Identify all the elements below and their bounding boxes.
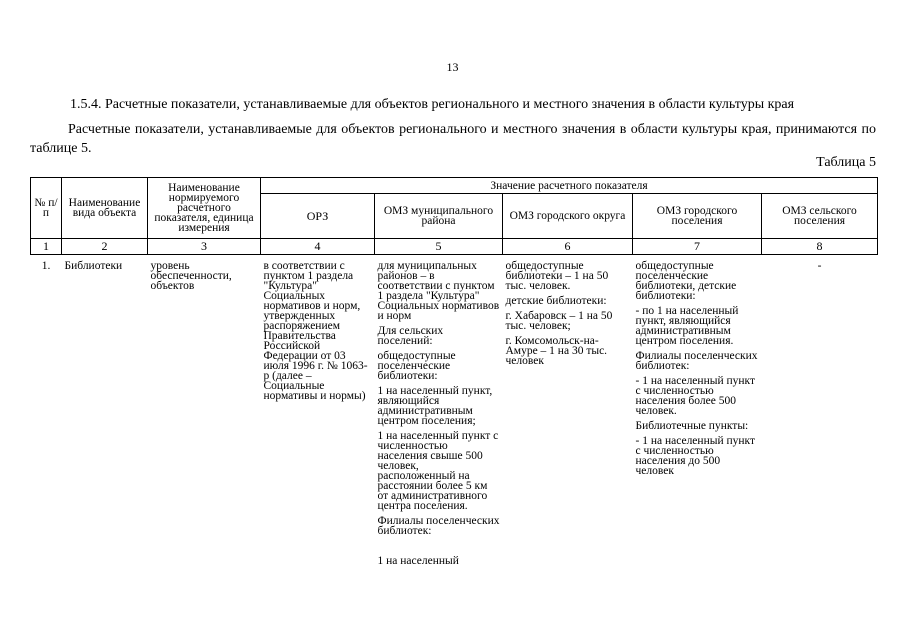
cell-paragraph: - по 1 на населенный пункт, являющийся административным центром поселения. bbox=[635, 305, 739, 347]
cell-paragraph: г. Комсомольск-на-Амуре – 1 на 30 тыс. человек bbox=[505, 335, 608, 367]
row-omz-municipal bbox=[375, 255, 503, 572]
cell-paragraph: Филиалы поселенческих библиотек: bbox=[377, 515, 500, 537]
header-omz-municipal: ОМЗ муниципального района bbox=[375, 194, 503, 239]
header-value-group: Значение расчетного показателя bbox=[261, 178, 878, 194]
cell-paragraph: 1 на населенный пункт, являющийся административным центром поселения; bbox=[377, 385, 493, 427]
cell-paragraph bbox=[378, 541, 500, 551]
table-caption: Таблица 5 bbox=[816, 155, 876, 170]
intro-paragraph: Расчетные показатели, устанавливаемые для объектов регионального и местного значения в области культуры края, принимаются по таблице 5. bbox=[30, 122, 876, 156]
cell-paragraph: 1 на населенный bbox=[377, 555, 459, 567]
cell-paragraph: Для сельских поселений: bbox=[377, 325, 444, 347]
cell-paragraph: общедоступные поселенческие библиотеки, детские библиотеки: bbox=[635, 260, 737, 302]
table-row bbox=[31, 255, 878, 572]
header-indicator: Наименование нормируемого расчетного показателя, единица измерения bbox=[148, 178, 261, 239]
cell-paragraph: детские библиотеки: bbox=[505, 295, 607, 307]
header-omz-rural-settlement: ОМЗ сельского поселения bbox=[762, 194, 878, 239]
cell-paragraph: для муниципальных районов – в соответствии с пунктом 1 раздела "Культура" Социальных нормативов и норм bbox=[377, 260, 500, 322]
row-orz: в соответствии с пунктом 1 раздела "Культура" Социальных нормативов и норм, утвержденных распоряжением Правительства Российской Федерации от 03 июля 1996 г. № 1063-р (далее – Социальные нормативы и нормы) bbox=[263, 260, 368, 402]
row-indicator: уровень обеспеченности, объектов bbox=[150, 260, 232, 292]
cell-paragraph: 1 на населенный пункт с численностью населения свыше 500 человек, расположенный на расстоянии более 5 км от административного центра поселения. bbox=[377, 430, 499, 512]
row-object-name: Библиотеки bbox=[64, 260, 123, 272]
cell-paragraph: - 1 на населенный пункт с численностью населения более 500 человек. bbox=[635, 375, 755, 417]
header-num: № п/п bbox=[31, 178, 62, 239]
row-number: 1. bbox=[41, 260, 51, 272]
standards-table bbox=[30, 177, 878, 571]
column-number: 6 bbox=[503, 239, 633, 255]
column-number: 3 bbox=[148, 239, 261, 255]
column-number: 1 bbox=[31, 239, 62, 255]
cell-paragraph: общедоступные библиотеки – 1 на 50 тыс. человек. bbox=[505, 260, 609, 292]
header-orz: ОРЗ bbox=[261, 194, 375, 239]
row-omz-rural-settlement: - bbox=[817, 260, 822, 272]
column-number-row bbox=[31, 239, 878, 255]
column-number: 5 bbox=[375, 239, 503, 255]
page-number: 13 bbox=[446, 60, 459, 74]
row-omz-urban-settlement bbox=[633, 255, 762, 572]
column-number: 2 bbox=[62, 239, 148, 255]
cell-paragraph: - 1 на населенный пункт с численностью населения до 500 человек bbox=[635, 435, 755, 477]
header-object-name: Наименование вида объекта bbox=[62, 178, 148, 239]
column-number: 8 bbox=[762, 239, 878, 255]
header-omz-urban-settlement: ОМЗ городского поселения bbox=[633, 194, 762, 239]
column-number: 4 bbox=[261, 239, 375, 255]
cell-paragraph: Филиалы поселенческих библиотек: bbox=[635, 350, 758, 372]
header-omz-city-okrug: ОМЗ городского округа bbox=[503, 194, 633, 239]
cell-paragraph: Библиотечные пункты: bbox=[635, 420, 749, 432]
cell-paragraph: общедоступные поселенческие библиотеки: bbox=[377, 350, 456, 382]
column-number: 7 bbox=[633, 239, 762, 255]
row-omz-city-okrug bbox=[503, 255, 633, 572]
cell-paragraph: г. Хабаровск – 1 на 50 тыс. человек; bbox=[505, 310, 613, 332]
section-heading: 1.5.4. Расчетные показатели, устанавливаемые для объектов регионального и местного значения в области культуры края bbox=[70, 97, 795, 112]
